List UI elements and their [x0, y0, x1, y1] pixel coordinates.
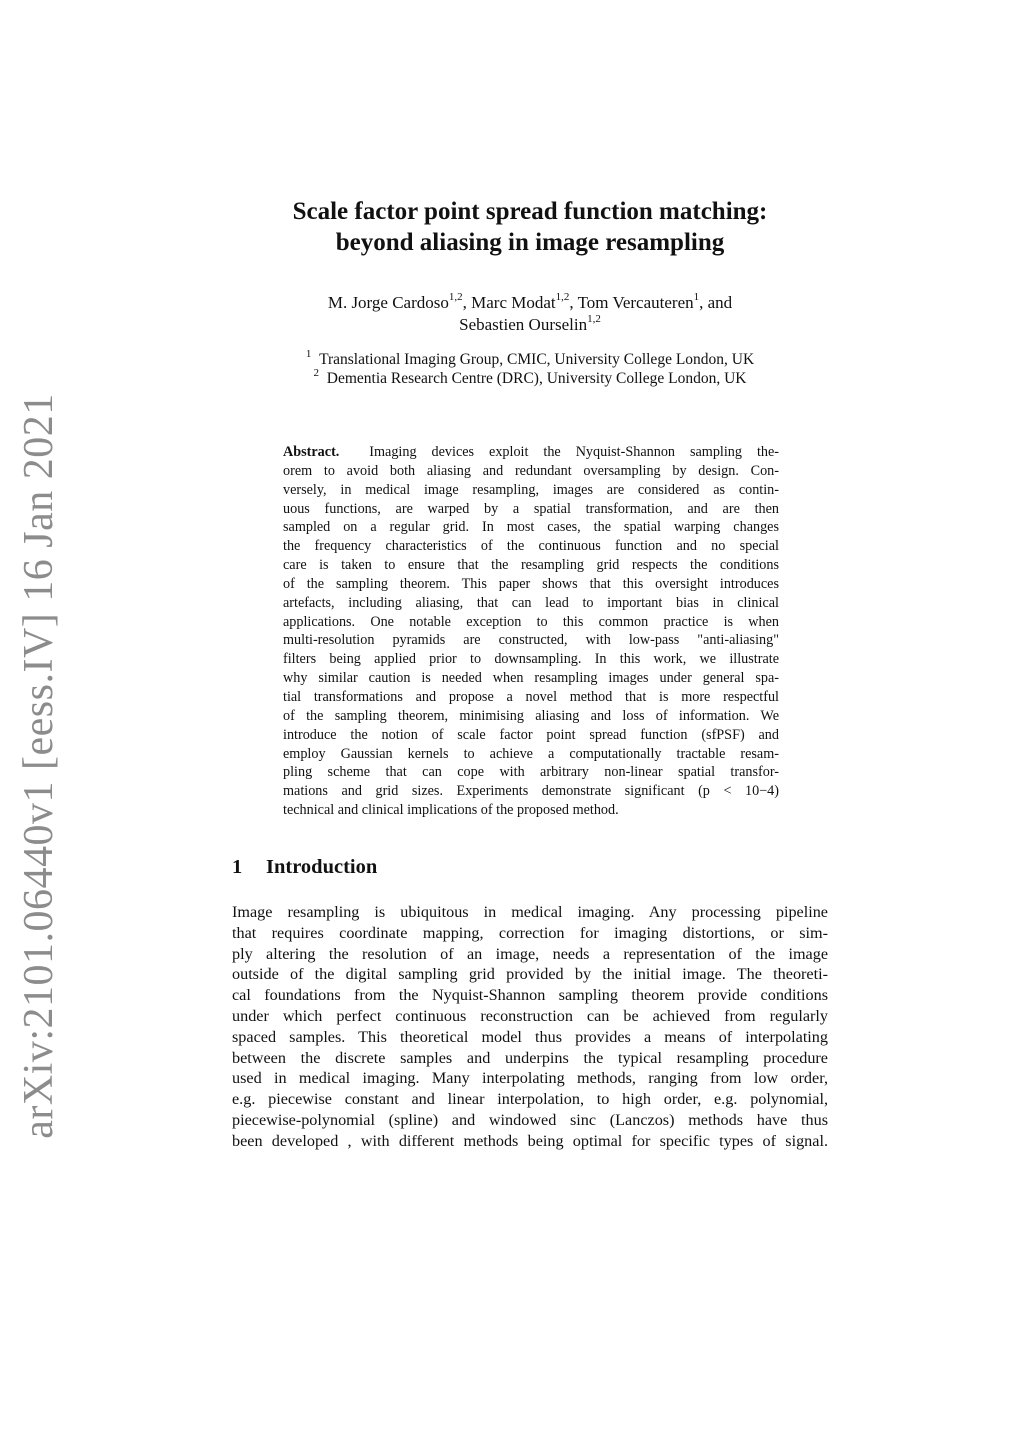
author-separator: , and [699, 293, 733, 312]
abstract-line: of the sampling theorem, minimising aliasing and loss of information. We [283, 707, 779, 724]
author-name: M. Jorge Cardoso [327, 293, 449, 312]
abstract-line: of the sampling theorem. This paper shows that this oversight introduces [283, 575, 779, 592]
abstract-line: orem to avoid both aliasing and redundant oversampling by design. Con- [283, 462, 779, 479]
author-name: Sebastien Ourselin [459, 315, 588, 334]
abstract-line: employ Gaussian kernels to achieve a computationally tractable resam- [283, 745, 779, 762]
abstract-line: versely, in medical image resampling, images are considered as contin- [283, 481, 779, 498]
author-name: , Tom Vercauteren [569, 293, 694, 312]
affiliation-text: Translational Imaging Group, CMIC, University College London, UK [319, 351, 755, 368]
author-affiliation-marker: 1,2 [587, 313, 601, 326]
section-number: 1 [232, 856, 243, 878]
title-line-1: Scale factor point spread function matching: [292, 198, 768, 225]
introduction-line: outside of the digital sampling grid provided by the initial image. The theoreti- [232, 965, 828, 984]
introduction-line: e.g. piecewise constant and linear interpolation, to high order, e.g. polynomial, [232, 1090, 828, 1109]
abstract [283, 443, 779, 820]
introduction-line: that requires coordinate mapping, correction for imaging distortions, or sim- [232, 923, 828, 942]
arxiv-identifier-watermark: arXiv:2101.06440v1 [eess.IV] 16 Jan 2021 [16, 393, 62, 1139]
abstract-label: Abstract. [283, 444, 340, 460]
authors-line-2 [232, 314, 828, 336]
introduction-line: used in medical imaging. Many interpolating methods, ranging from low order, [232, 1069, 828, 1088]
affiliation-item [232, 366, 828, 388]
authors-line-1 [232, 292, 828, 314]
introduction-line: cal foundations from the Nyquist-Shannon sampling theorem provide conditions [232, 986, 828, 1005]
author-affiliation-marker: 1,2 [448, 291, 463, 304]
abstract-line: technical and clinical implications of the proposed method. [283, 802, 619, 819]
abstract-line: why similar caution is needed when resampling images under general spa- [283, 670, 779, 687]
abstract-line: uous functions, are warped by a spatial transformation, and are then [283, 500, 779, 517]
affiliation-text: Dementia Research Centre (DRC), University College London, UK [326, 370, 747, 387]
abstract-line: filters being applied prior to downsampling. In this work, we illustrate [283, 651, 779, 668]
section-heading-introduction [232, 854, 377, 880]
abstract-line: pling scheme that can cope with arbitrary non-linear spatial transfor- [283, 764, 779, 781]
affiliation-number: 2 [313, 366, 320, 379]
abstract-line: sampled on a regular grid. In most cases, the spatial warping changes [283, 519, 779, 536]
author-list [232, 292, 828, 336]
abstract-line: multi-resolution pyramids are constructed, with low-pass "anti-aliasing" [283, 632, 779, 649]
introduction-line: spaced samples. This theoretical model thus provides a means of interpolating [232, 1027, 828, 1046]
author-name: , Marc Modat [462, 293, 556, 312]
section-title: Introduction [266, 856, 378, 878]
affiliation-item [232, 347, 828, 369]
abstract-line [283, 443, 779, 462]
introduction-line: been developed , with different methods being optimal for specific types of signal. [232, 1131, 828, 1150]
abstract-line-text: Imaging devices exploit the Nyquist-Shannon sampling the- [369, 444, 780, 460]
abstract-line: applications. One notable exception to this common practice is when [283, 613, 779, 630]
abstract-line: artefacts, including aliasing, that can lead to important bias in clinical [283, 594, 779, 611]
abstract-line: the frequency characteristics of the continuous function and no special [283, 538, 779, 555]
abstract-line: tial transformations and propose a novel method that is more respectful [283, 688, 779, 705]
abstract-line: mations and grid sizes. Experiments demonstrate significant (p < 10−4) [283, 783, 779, 800]
introduction-line: under which perfect continuous reconstruction can be achieved from regularly [232, 1006, 828, 1025]
affiliation-list [232, 347, 828, 388]
abstract-line: introduce the notion of scale factor point spread function (sfPSF) and [283, 726, 779, 743]
introduction-line: Image resampling is ubiquitous in medical imaging. Any processing pipeline [232, 903, 828, 921]
author-affiliation-marker: 1 [693, 291, 700, 304]
title-line-2: beyond aliasing in image resampling [335, 229, 725, 256]
introduction-line: piecewise-polynomial (spline) and windowed sinc (Lanczos) methods have thus [232, 1110, 828, 1129]
introduction-paragraph [232, 902, 828, 1152]
introduction-line: ply altering the resolution of an image, needs a representation of the image [232, 944, 828, 963]
paper-title [232, 196, 828, 258]
author-affiliation-marker: 1,2 [555, 291, 570, 304]
abstract-line: care is taken to ensure that the resampling grid respects the conditions [283, 557, 779, 574]
introduction-line: between the discrete samples and underpins the typical resampling procedure [232, 1048, 828, 1067]
affiliation-number: 1 [305, 347, 312, 360]
